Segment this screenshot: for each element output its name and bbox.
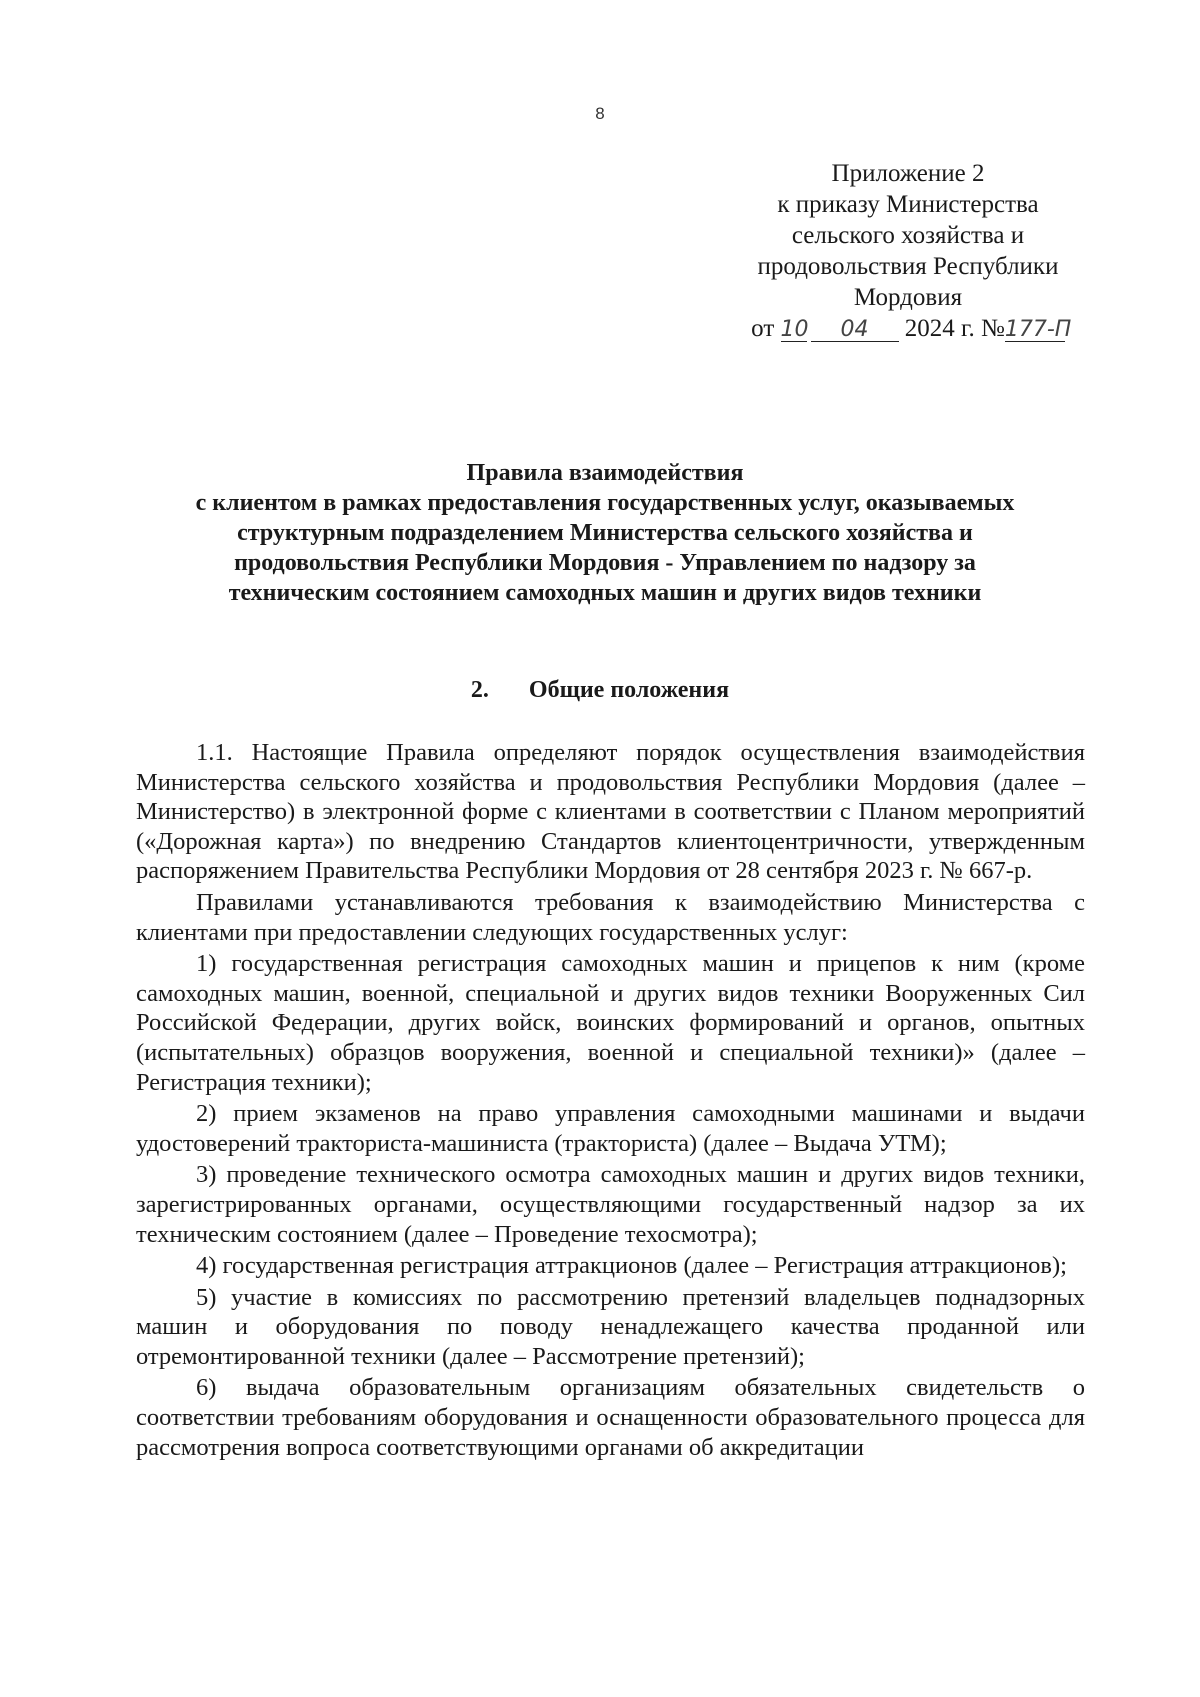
title-line-2: с клиентом в рамках предоставления государственных услуг, оказываемых [195,490,1015,516]
handwritten-month: 04 [811,319,899,342]
appendix-line-1: Приложение 2 [831,160,985,187]
title-line-4: продовольствия Республики Мордовия - Управлением по надзору за [234,550,976,576]
page-number: 8 [595,104,605,123]
paragraph-1-1: 1.1. Настоящие Правила определяют порядок осуществления взаимодействия Министерства сельского хозяйства и продовольствия Республики Мордовия (далее – Министерство) в электронной форме с клиентами в соответствии с Планом мероприятий («Дорожная карта») по внедрению Стандартов клиентоцентричности, утвержденным распоряжением Правительства Республики Мордовия от 28 сентября 2023 г. № 667-р. [136,739,1085,885]
section-title: Общие положения [528,677,730,703]
list-item-1: 1) государственная регистрация самоходных машин и прицепов к ним (кроме самоходных машин, военной, специальной и других видов техники Вооруженных Сил Российской Федерации, других войск, воинских формирований и органов, опытных (испытательных) образцов вооружения, военной и специальной техники)» (далее – Регистрация техники); [136,950,1085,1096]
handwritten-day: 10 [780,317,809,342]
title-line-5: техническим состоянием самоходных машин и других видов техники [228,580,982,606]
list-item-3: 3) проведение технического осмотра самоходных машин и других видов техники, зарегистрированных органами, осуществляющими государственный надзор за их техническим состоянием (далее – Проведение техосмотра); [136,1161,1085,1248]
appendix-line-4: продовольствия Республики [757,253,1059,280]
appendix-line-5: Мордовия [853,284,963,311]
document-body [136,738,1085,1462]
appendix-date-line [728,313,1088,344]
section-number: 2. [470,677,489,703]
date-year: 2024 г. № [904,315,1005,342]
appendix-block [728,158,1088,344]
date-prefix: от [751,315,775,342]
section-heading [0,677,1200,704]
title-line-1: Правила взаимодействия [466,460,744,486]
list-item-5: 5) участие в комиссиях по рассмотрению претензий владельцев поднадзорных машин и оборудования по поводу ненадлежащего качества проданной или отремонтированной техники (далее – Рассмотрение претензий); [136,1283,1085,1370]
paragraph-services-intro: Правилами устанавливаются требования к взаимодействию Министерства с клиентами при предоставлении следующих государственных услуг: [136,888,1085,946]
list-item-6: 6) выдача образовательным организациям обязательных свидетельств о соответствии требованиям оборудования и оснащенности образовательного процесса для рассмотрения вопроса соответствующими органами об аккредитации [136,1374,1085,1461]
list-item-2: 2) прием экзаменов на право управления самоходными машинами и выдачи удостоверений тракториста-машиниста (тракториста) (далее – Выдача УТМ); [136,1100,1085,1157]
handwritten-order-number: 177-П [1004,317,1072,342]
appendix-line-2: к приказу Министерства [777,191,1039,218]
appendix-line-3: сельского хозяйства и [791,222,1025,249]
title-line-3: структурным подразделением Министерства сельского хозяйства и [237,520,973,546]
list-item-4: 4) государственная регистрация аттракционов (далее – Регистрация аттракционов); [196,1252,1067,1280]
document-title [110,458,1100,608]
